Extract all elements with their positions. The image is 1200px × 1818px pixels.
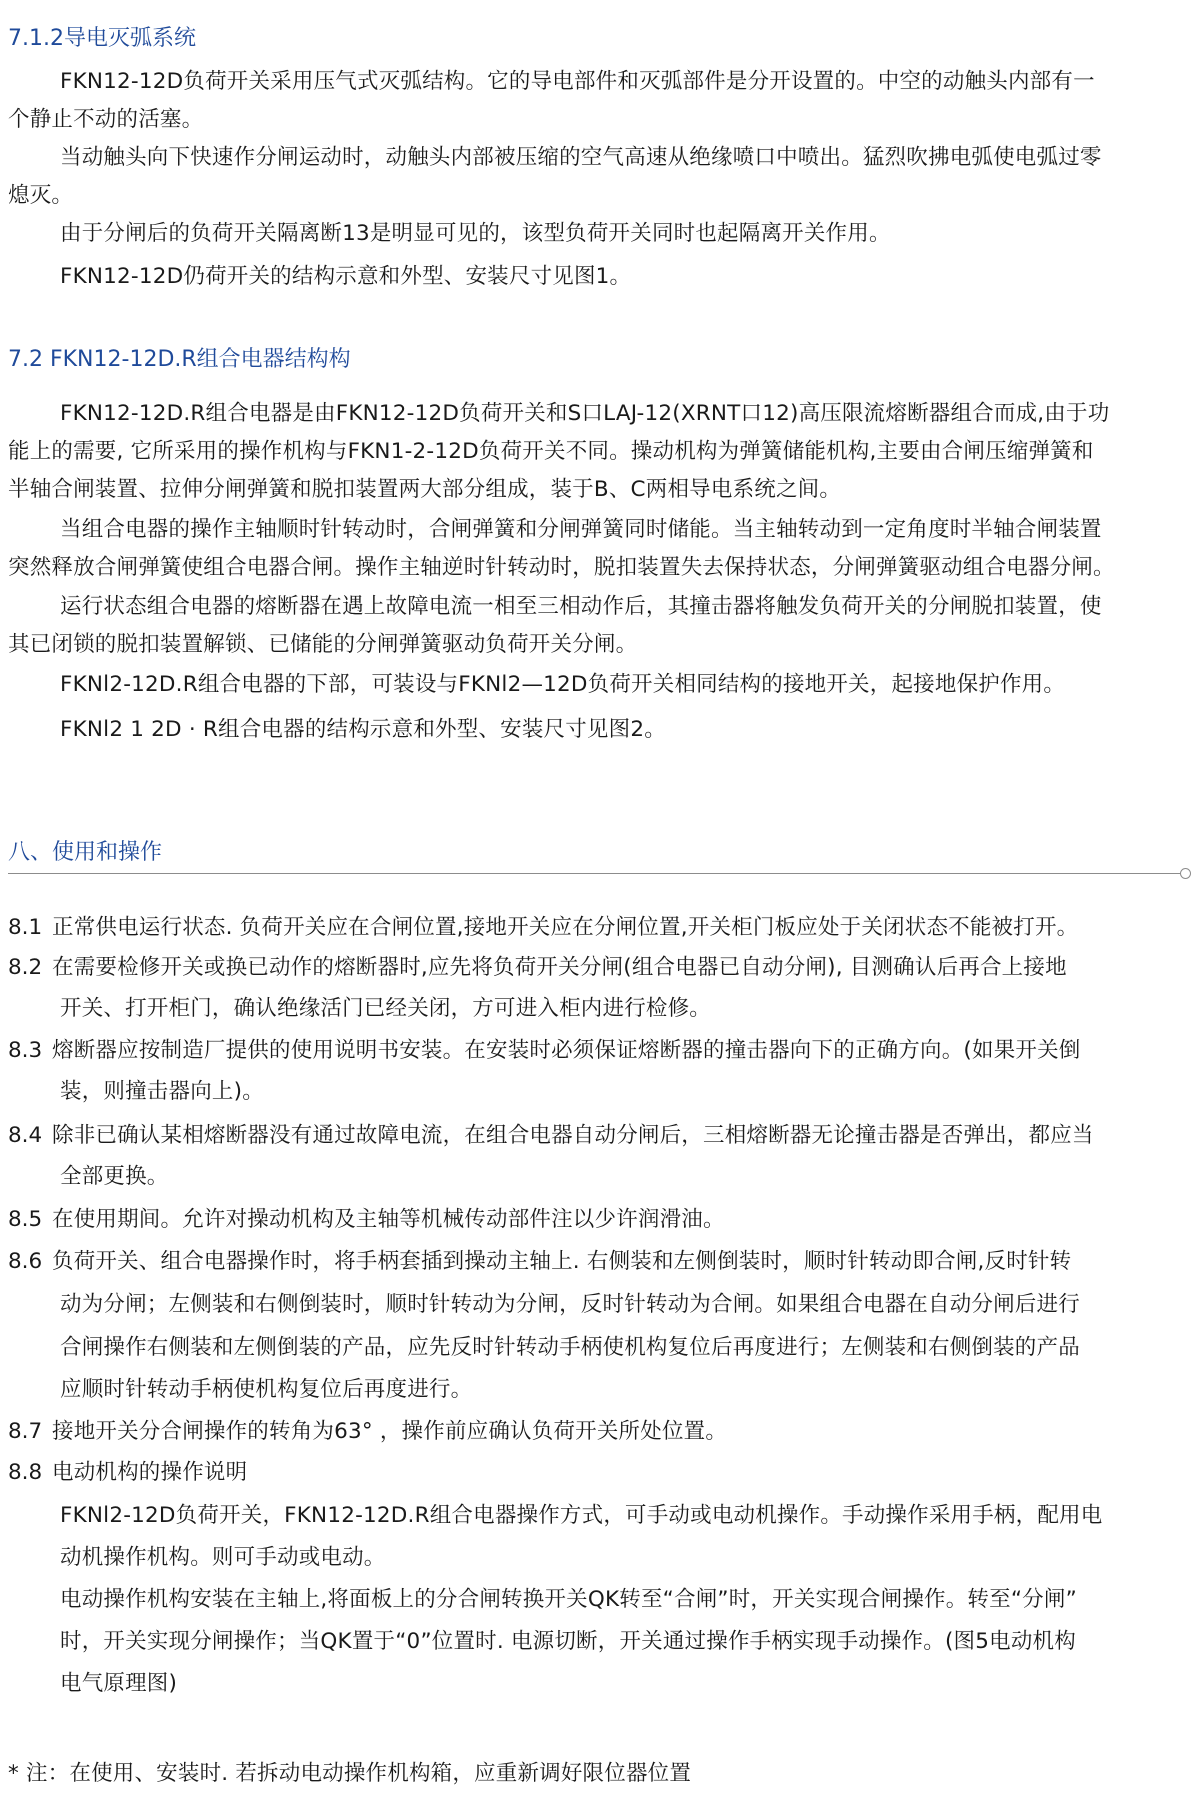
section-divider bbox=[8, 873, 1183, 874]
item-8-8-line3: 动机操作机构。则可手动或电动。 bbox=[60, 1545, 386, 1570]
item-8-6-line4: 应顺时针转动手柄使机构复位后再度进行。 bbox=[60, 1377, 473, 1402]
item-8-5-number: 8.5 bbox=[8, 1207, 43, 1232]
item-8-7-line1: 接地开关分合闸操作的转角为63° ，操作前应确认负荷开关所处位置。 bbox=[52, 1419, 728, 1444]
s712-p2-line2: 熄灭。 bbox=[8, 183, 74, 208]
section-7-2-title: 7.2 FKN12-12D.R组合电器结构构 bbox=[8, 347, 351, 372]
s72-p3-line1: 运行状态组合电器的熔断器在遇上故障电流一相至三相动作后，其撞击器将触发负荷开关的分闸脱扣装置，使 bbox=[60, 594, 1102, 619]
section-8-title: 八、使用和操作 bbox=[8, 840, 163, 865]
item-8-4-number: 8.4 bbox=[8, 1123, 43, 1148]
s72-p2-line1: 当组合电器的操作主轴顺时针转动时，合闸弹簧和分闸弹簧同时储能。当主轴转动到一定角度时半轴合闸装置 bbox=[60, 517, 1102, 542]
item-8-4-line1: 除非已确认某相熔断器没有通过故障电流，在组合电器自动分闸后，三相熔断器无论撞击器是否弹出，都应当 bbox=[52, 1123, 1094, 1148]
s72-p1-line1: FKN12-12D.R组合电器是由FKN12-12D负荷开关和S口LAJ-12(XRNT口12)高压限流熔断器组合而成,由于功 bbox=[60, 401, 1110, 426]
item-8-2-number: 8.2 bbox=[8, 955, 43, 980]
item-8-8-heading: 电动机构的操作说明 bbox=[52, 1460, 248, 1485]
item-8-5-line1: 在使用期间。允许对操动机构及主轴等机械传动部件注以少许润滑油。 bbox=[52, 1207, 725, 1232]
s712-p3: 由于分闸后的负荷开关隔离断13是明显可见的，该型负荷开关同时也起隔离开关作用。 bbox=[60, 221, 891, 246]
item-8-8-line6: 电气原理图) bbox=[60, 1671, 178, 1696]
s72-p4: FKNl2-12D.R组合电器的下部，可装设与FKNl2—12D负荷开关相同结构的接地开关，起接地保护作用。 bbox=[60, 672, 1066, 697]
item-8-1-line1: 正常供电运行状态. 负荷开关应在合闸位置,接地开关应在分闸位置,开关柜门板应处于关闭状态不能被打开。 bbox=[52, 915, 1079, 940]
item-8-8-line4: 电动操作机构安装在主轴上,将面板上的分合闸转换开关QK转至“合闸”时，开关实现合闸操作。转至“分闸” bbox=[60, 1587, 1077, 1612]
item-8-4-line2: 全部更换。 bbox=[60, 1164, 169, 1189]
s72-p3-line2: 其已闭锁的脱扣装置解锁、已储能的分闸弹簧驱动负荷开关分闸。 bbox=[8, 632, 638, 657]
item-8-3-number: 8.3 bbox=[8, 1038, 43, 1063]
s712-p2-line1: 当动触头向下快速作分闸运动时，动触头内部被压缩的空气高速从绝缘喷口中喷出。猛烈吹拂电弧使电弧过零 bbox=[60, 145, 1102, 170]
item-8-8-number: 8.8 bbox=[8, 1460, 43, 1485]
s72-p5: FKNl2 1 2D · R组合电器的结构示意和外型、安装尺寸见图2。 bbox=[60, 717, 666, 742]
item-8-6-number: 8.6 bbox=[8, 1249, 43, 1274]
item-8-6-line3: 合闸操作右侧装和左侧倒装的产品，应先反时针转动手柄使机构复位后再度进行；左侧装和右侧倒装的产品 bbox=[60, 1335, 1080, 1360]
s72-p1-line2: 能上的需要, 它所采用的操作机构与FKN1-2-12D负荷开关不同。操动机构为弹簧储能机构,主要由合闸压缩弹簧和 bbox=[8, 439, 1094, 464]
item-8-2-line1: 在需要检修开关或换已动作的熔断器时,应先将负荷开关分闸(组合电器已自动分闸), 目测确认后再合上接地 bbox=[52, 955, 1067, 980]
s712-p1-line2: 个静止不动的活塞。 bbox=[8, 107, 204, 132]
divider-end-circle bbox=[1180, 868, 1191, 879]
item-8-3-line2: 装，则撞击器向上)。 bbox=[60, 1079, 264, 1104]
item-8-3-line1: 熔断器应按制造厂提供的使用说明书安装。在安装时必须保证熔断器的撞击器向下的正确方向。(如果开关倒 bbox=[52, 1038, 1081, 1063]
item-8-6-line1: 负荷开关、组合电器操作时，将手柄套插到操动主轴上. 右侧装和左侧倒装时，顺时针转动即合闸,反时针转 bbox=[52, 1249, 1072, 1274]
item-8-8-line2: FKNl2-12D负荷开关，FKN12-12D.R组合电器操作方式，可手动或电动机操作。手动操作采用手柄，配用电 bbox=[60, 1503, 1103, 1528]
s72-p1-line3: 半轴合闸装置、拉伸分闸弹簧和脱扣装置两大部分组成，装于B、C两相导电系统之间。 bbox=[8, 477, 842, 502]
s72-p2-line2: 突然释放合闸弹簧使组合电器合闸。操作主轴逆时针转动时，脱扣装置失去保持状态，分闸弹簧驱动组合电器分闸。 bbox=[8, 555, 1115, 580]
s712-p1-line1: FKN12-12D负荷开关采用压气式灭弧结构。它的导电部件和灭弧部件是分开设置的。中空的动触头内部有一 bbox=[60, 69, 1095, 94]
item-8-1-number: 8.1 bbox=[8, 915, 43, 940]
section-7-1-2-title: 7.1.2导电灭弧系统 bbox=[8, 26, 196, 51]
footnote: * 注：在使用、安装时. 若拆动电动操作机构箱，应重新调好限位器位置 bbox=[8, 1761, 692, 1786]
item-8-7-number: 8.7 bbox=[8, 1419, 43, 1444]
item-8-2-line2: 开关、打开柜门，确认绝缘活门已经关闭，方可进入柜内进行检修。 bbox=[60, 996, 712, 1021]
item-8-8-line5: 时，开关实现分闸操作；当QK置于“0”位置时. 电源切断，开关通过操作手柄实现手动操作。(图5电动机构 bbox=[60, 1629, 1076, 1654]
item-8-6-line2: 动为分闸；左侧装和右侧倒装时，顺时针转动为分闸，反时针转动为合闸。如果组合电器在自动分闸后进行 bbox=[60, 1292, 1080, 1317]
s712-p4: FKN12-12D仍荷开关的结构示意和外型、安装尺寸见图1。 bbox=[60, 264, 632, 289]
